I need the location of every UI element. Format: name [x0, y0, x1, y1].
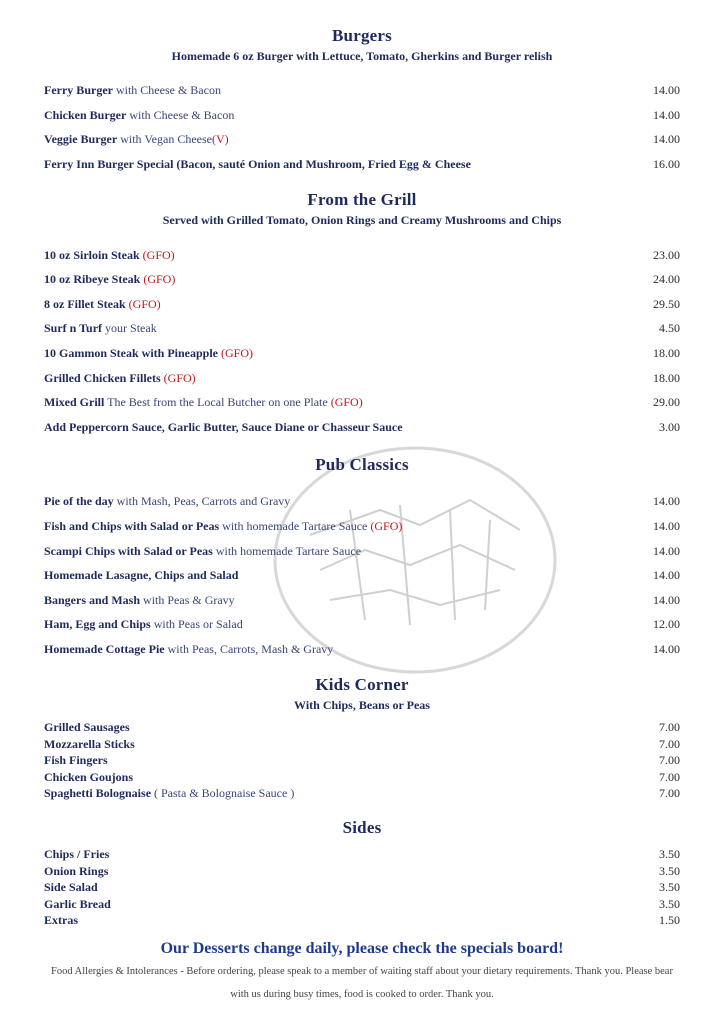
menu-item-price: 4.50 [659, 321, 680, 336]
menu-item-description: with homemade Tartare Sauce [219, 519, 371, 534]
menu-item-name: Fish Fingers [44, 753, 108, 768]
menu-item-label [44, 847, 109, 861]
menu-item-price: 14.00 [653, 519, 680, 534]
menu-item-label [44, 346, 253, 360]
menu-item-name: Side Salad [44, 880, 98, 895]
menu-item-name: Veggie Burger [44, 132, 118, 147]
menu-item [44, 242, 680, 267]
menu-item-label [44, 864, 108, 878]
menu-item [44, 365, 680, 390]
menu-item-price: 14.00 [653, 494, 680, 509]
menu-item [44, 912, 680, 928]
menu-item-label [44, 83, 221, 97]
menu-item [44, 514, 680, 539]
menu-item-price: 16.00 [653, 157, 680, 172]
menu-item-description: with Peas, Carrots, Mash & Gravy [164, 641, 334, 656]
menu-item-name: 10 Gammon Steak with Pineapple [44, 346, 222, 361]
menu-item-price: 14.00 [653, 568, 680, 583]
dietary-tag: (GFO) [143, 272, 176, 287]
menu-item-label [44, 568, 238, 582]
section-title: Burgers [332, 26, 392, 45]
menu-item-label [44, 395, 363, 409]
menu-item [44, 563, 680, 588]
section-subtitle: With Chips, Beans or Peas [294, 698, 430, 713]
section-title: From the Grill [307, 190, 417, 210]
menu-item-name: Fish and Chips with Salad or Peas [44, 519, 220, 534]
menu-item-description: The Best from the Local Butcher on one Plate [104, 395, 331, 410]
menu-item-label [44, 108, 234, 122]
menu-item-price: 12.00 [653, 617, 680, 632]
menu-item-label [44, 593, 235, 607]
menu-item-label [44, 420, 403, 434]
dietary-tag: (V) [211, 132, 229, 147]
menu-item [44, 768, 680, 784]
menu-item [44, 863, 680, 879]
menu-item-label [44, 880, 98, 894]
menu-item-price: 14.00 [653, 592, 680, 607]
menu-item-name: Mixed Grill [44, 395, 105, 410]
menu-item-label [44, 642, 333, 656]
menu-item-name: Mozzarella Sticks [44, 736, 135, 751]
menu-item-label [44, 544, 361, 558]
menu-item [44, 267, 680, 292]
menu-item-name: Surf n Turf [44, 321, 103, 336]
menu-item [44, 292, 680, 317]
menu-item [44, 489, 680, 514]
menu-item [44, 341, 680, 366]
menu-item-name: Chicken Burger [44, 107, 127, 122]
menu-item-description: with Peas or Salad [150, 617, 243, 632]
menu-item-name: Pie of the day [44, 494, 114, 509]
menu-item [44, 719, 680, 735]
menu-item-price: 7.00 [659, 736, 680, 751]
menu-item-name: 10 oz Ribeye Steak [44, 272, 144, 287]
menu-item-price: 29.00 [653, 395, 680, 410]
menu-item-name: Ferry Inn Burger Special (Bacon, sauté Onion and Mushroom, Fried Egg & Cheese [44, 157, 471, 172]
menu-item-description: with Vegan Cheese [117, 132, 212, 147]
menu-item-label [44, 494, 290, 508]
menu-item [44, 103, 680, 128]
menu-item-name: 8 oz Fillet Steak [44, 296, 129, 311]
menu-item-price: 3.50 [659, 847, 680, 862]
dietary-tag: (GFO) [221, 346, 254, 361]
menu-item [44, 538, 680, 563]
menu-item [44, 612, 680, 637]
section-kids-corner [44, 661, 680, 801]
menu-item-name: Grilled Sausages [44, 720, 130, 735]
section-title: Sides [342, 818, 382, 838]
menu-item [44, 152, 680, 177]
menu-item-price: 7.00 [659, 720, 680, 735]
menu-item [44, 895, 680, 911]
menu-item [44, 846, 680, 862]
menu-item-label [44, 753, 108, 767]
menu-item [44, 637, 680, 662]
menu-item-name: Bangers and Mash [44, 592, 141, 607]
menu-item-name: Chicken Goujons [44, 769, 134, 784]
menu-item-price: 7.00 [659, 769, 680, 784]
menu-item-price: 1.50 [659, 912, 680, 927]
menu-item-label [44, 132, 229, 146]
menu-item-description: with Peas & Gravy [140, 592, 235, 607]
allergy-notice: Food Allergies & Intolerances - Before ordering, please speak to a member of waiting staff about your dietary requirements. Thank you. Please bear with us during busy times, food is cooked to order. Thank you. [51, 966, 673, 1001]
menu-item-label [44, 770, 133, 784]
menu-item-price: 23.00 [653, 247, 680, 262]
menu-item-price: 3.50 [659, 880, 680, 895]
menu-item [44, 752, 680, 768]
section-title: Pub Classics [315, 455, 409, 475]
menu-item-name: Onion Rings [44, 863, 109, 878]
menu-item-name: Grilled Chicken Fillets [44, 370, 164, 385]
menu-item-label [44, 720, 130, 734]
menu-item-name: Garlic Bread [44, 896, 111, 911]
menu-item-description: with Cheese & Bacon [112, 83, 221, 98]
menu-item-price: 3.00 [659, 419, 680, 434]
menu-item [44, 390, 680, 415]
menu-item-label [44, 913, 78, 927]
menu-item-name: Extras [44, 912, 78, 927]
menu-item [44, 588, 680, 613]
menu-item-price: 24.00 [653, 272, 680, 287]
section-subtitle: Homemade 6 oz Burger with Lettuce, Tomato, Gherkins and Burger relish [171, 49, 553, 63]
dietary-tag: (GFO) [163, 370, 196, 385]
menu-item [44, 78, 680, 103]
menu-item [44, 415, 680, 440]
menu-item-price: 18.00 [653, 346, 680, 361]
menu-item-name: Homemade Lasagne, Chips and Salad [44, 568, 239, 583]
section-grill [44, 176, 680, 439]
menu-item-name: Ferry Burger [44, 83, 113, 98]
menu-item [44, 879, 680, 895]
menu-item-description: with Mash, Peas, Carrots and Gravy [113, 494, 291, 509]
menu-item-label [44, 617, 243, 631]
menu-item-name: Scampi Chips with Salad or Peas [44, 543, 213, 558]
menu-item [44, 316, 680, 341]
menu-item-price: 3.50 [659, 863, 680, 878]
section-title: Kids Corner [315, 675, 409, 695]
menu-item-price: 7.00 [659, 753, 680, 768]
menu-item-price: 18.00 [653, 370, 680, 385]
menu-item-price: 14.00 [653, 641, 680, 656]
menu-item-price: 14.00 [653, 83, 680, 98]
menu-item-label [44, 321, 157, 335]
section-burgers [44, 0, 680, 176]
menu-item-price: 14.00 [653, 107, 680, 122]
menu-item-name: Add Peppercorn Sauce, Garlic Butter, Sauce Diane or Chasseur Sauce [44, 419, 403, 434]
menu-item-price: 29.50 [653, 296, 680, 311]
menu-item-label [44, 519, 402, 533]
menu-item-price: 3.50 [659, 896, 680, 911]
section-sides [44, 801, 680, 928]
menu-item-description: with Cheese & Bacon [126, 107, 235, 122]
menu-item-name: Chips / Fries [44, 847, 110, 862]
dietary-tag: (GFO) [370, 519, 403, 534]
menu-item-price: 14.00 [653, 132, 680, 147]
menu-item [44, 785, 680, 801]
menu-item-price: 14.00 [653, 543, 680, 558]
desserts-notice: Our Desserts change daily, please check the specials board! [160, 940, 564, 958]
menu-item-description: your Steak [102, 321, 157, 336]
menu-item-label [44, 157, 471, 171]
dietary-tag: (GFO) [128, 296, 161, 311]
dietary-tag: (GFO) [142, 247, 175, 262]
menu-item-name: Spaghetti Bolognaise [44, 786, 152, 801]
menu-item-label [44, 371, 196, 385]
menu-item-label [44, 272, 175, 286]
menu-item-label [44, 897, 111, 911]
menu-item-description: ( Pasta & Bolognaise Sauce ) [151, 786, 295, 801]
menu-item-description: with homemade Tartare Sauce [212, 543, 362, 558]
menu-item-label [44, 737, 135, 751]
menu-item-name: 10 oz Sirloin Steak [44, 247, 143, 262]
menu-item-label [44, 248, 175, 262]
section-pub-classics [44, 439, 680, 661]
dietary-tag: (GFO) [330, 395, 363, 410]
section-subtitle: Served with Grilled Tomato, Onion Rings and Creamy Mushrooms and Chips [162, 213, 562, 228]
menu-item-label [44, 786, 294, 800]
menu-item-name: Homemade Cottage Pie [44, 641, 165, 656]
menu-item-price: 7.00 [659, 786, 680, 801]
menu-item-label [44, 297, 161, 311]
menu-item [44, 736, 680, 752]
menu-item [44, 127, 680, 152]
menu-item-name: Ham, Egg and Chips [44, 617, 151, 632]
